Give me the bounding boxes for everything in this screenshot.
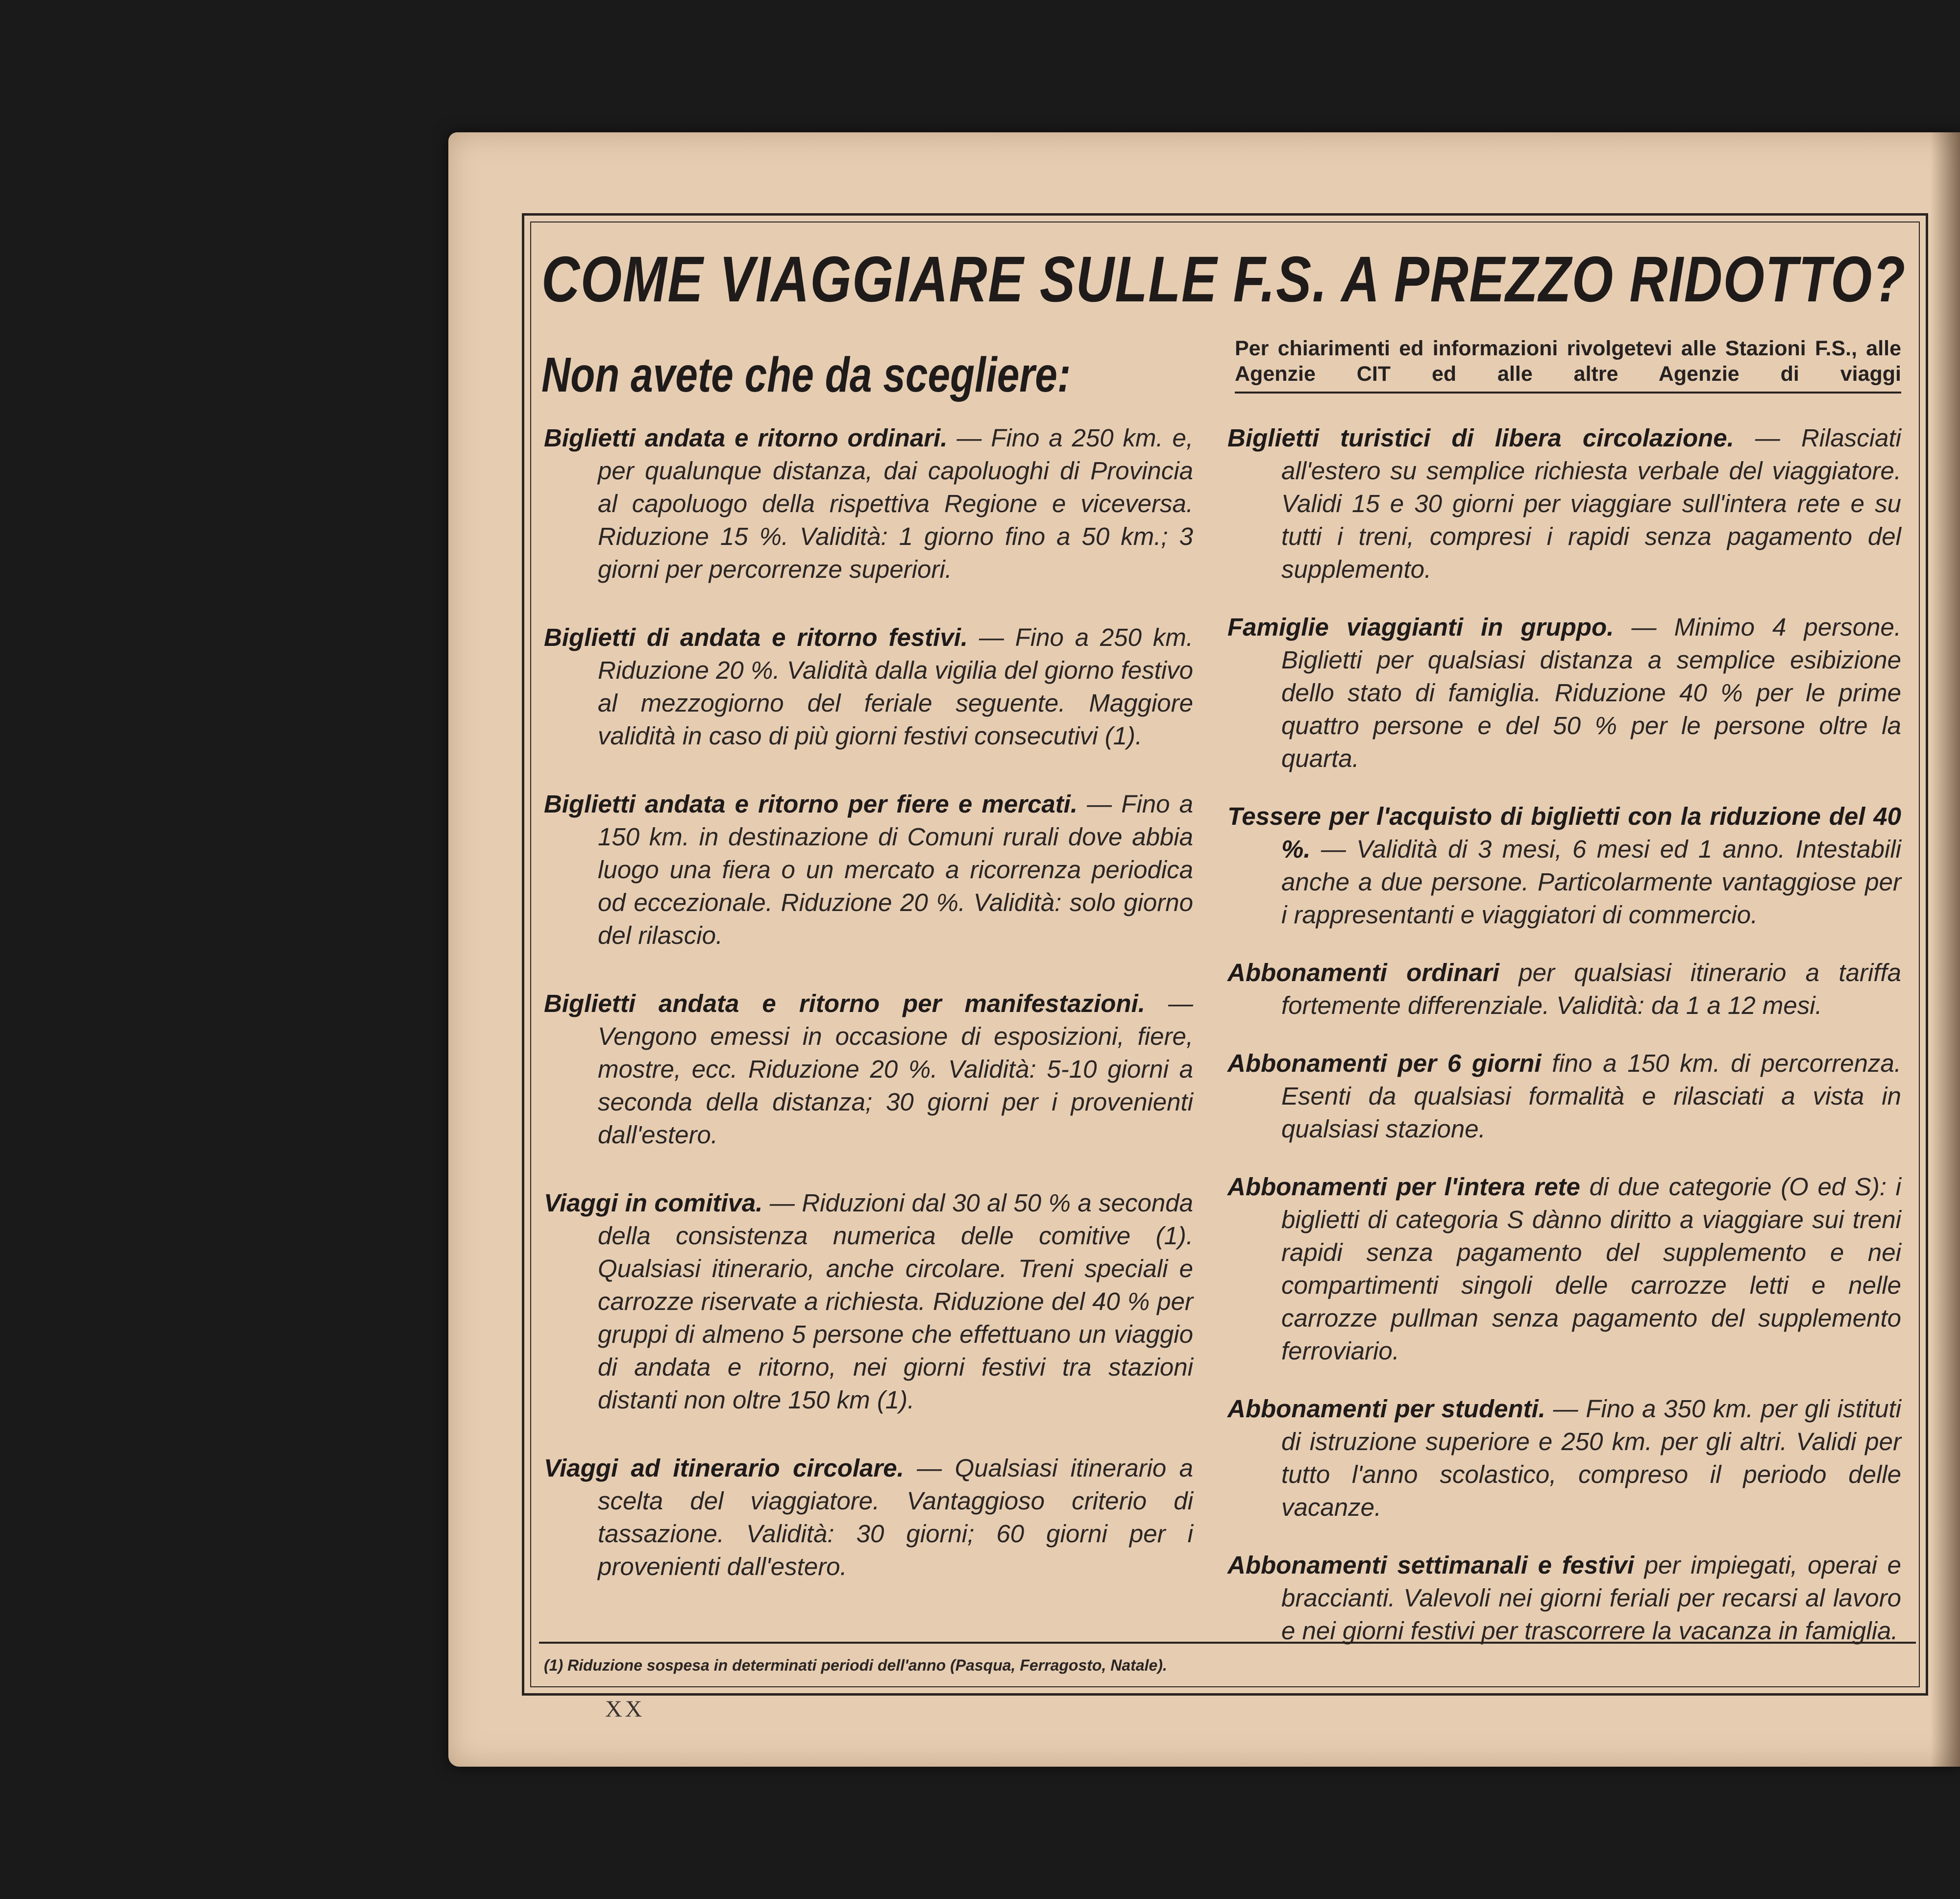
entry-item [544, 421, 1193, 586]
entry-title: Famiglie viaggianti in gruppo. [1227, 613, 1614, 641]
entry-item [1227, 1549, 1901, 1647]
entry-item [1227, 800, 1901, 931]
entry-item [1227, 1392, 1901, 1524]
entry-text: di due categorie (O ed S): i biglietti di categoria S dànno diritto a viaggiare sui treni rapidi senza pagamento del supplemento e nei compartimenti singoli delle carrozze letti e nelle carrozze pullman senza pagamento del supplemento ferroviario. [1281, 1173, 1901, 1365]
info-note: Per chiarimenti ed informazioni rivolgetevi alle Stazioni F.S., alle Agenzie CIT ed alle altre Agenzie di viaggi [1235, 336, 1901, 394]
entry-title: Abbonamenti per 6 giorni [1227, 1049, 1542, 1077]
entry-title: Biglietti di andata e ritorno festivi. [544, 623, 968, 651]
entry-text: — Validità di 3 mesi, 6 mesi ed 1 anno. Intestabili anche a due persone. Particolarmente vantaggiose per i rappresentanti e viaggiatori di commercio. [1281, 835, 1901, 929]
page-number: XX [605, 1696, 645, 1722]
entry-text: — Vengono emessi in occasione di esposizioni, fiere, mostre, ecc. Riduzione 20 %. Validità: 5-10 giorni a seconda della distanza; 30 giorni per i provenienti dall'estero. [598, 989, 1193, 1149]
entry-title: Biglietti andata e ritorno ordinari. [544, 424, 948, 452]
magazine-page [448, 132, 1960, 1767]
entry-item [1227, 956, 1901, 1022]
page-title: COME VIAGGIARE SULLE F.S. A PREZZO RIDOTTO? [541, 243, 1906, 315]
left-column [544, 421, 1193, 1618]
footnote: (1) Riduzione sospesa in determinati periodi dell'anno (Pasqua, Ferragosto, Natale). [544, 1656, 1167, 1674]
entry-item [1227, 1170, 1901, 1367]
entry-text: — Qualsiasi itinerario a scelta del viaggiatore. Vantaggioso criterio di tassazione. Validità: 30 giorni; 60 giorni per i provenienti dall'estero. [598, 1454, 1193, 1580]
entry-title: Abbonamenti ordinari [1227, 959, 1499, 986]
entry-text: fino a 150 km. di percorrenza. Esenti da qualsiasi formalità e rilasciati a vista in qualsiasi stazione. [1281, 1049, 1901, 1143]
entry-text: per qualsiasi itinerario a tariffa fortemente differenziale. Validità: da 1 a 12 mesi. [1281, 959, 1901, 1019]
entry-text: — Fino a 250 km. e, per qualunque distanza, dai capoluoghi di Provincia al capoluogo della rispettiva Regione e viceversa. Riduzione 15 %. Validità: 1 giorno fino a 50 km.; 3 giorni per percorrenze superiori. [598, 424, 1193, 583]
advertisement-frame [522, 213, 1928, 1696]
entry-text: — Fino a 150 km. in destinazione di Comuni rurali dove abbia luogo una fiera o un mercato a ricorrenza periodica od eccezionale. Riduzione 20 %. Validità: solo giorno del rilascio. [598, 790, 1193, 949]
entry-item [544, 1186, 1193, 1416]
footnote-divider [539, 1642, 1916, 1644]
subtitle: Non avete che da scegliere: [541, 347, 1071, 402]
entry-text: per impiegati, operai e braccianti. Valevoli nei giorni feriali per recarsi al lavoro e nei giorni festivi per trascorrere la vacanza in famiglia. [1281, 1551, 1901, 1645]
entry-title: Biglietti turistici di libera circolazione. [1227, 424, 1734, 452]
entry-item [544, 987, 1193, 1151]
entry-title: Biglietti andata e ritorno per manifestazioni. [544, 989, 1145, 1017]
entry-item [544, 621, 1193, 752]
entry-item [544, 1452, 1193, 1583]
entry-item [544, 788, 1193, 952]
entry-item [1227, 1047, 1901, 1145]
entry-item [1227, 421, 1901, 586]
page-edge-shadow [1931, 132, 1960, 1767]
entry-title: Viaggi in comitiva. [544, 1189, 763, 1217]
entry-text: — Riduzioni dal 30 al 50 % a seconda della consistenza numerica delle comitive (1). Qualsiasi itinerario, anche circolare. Treni speciali e carrozze riservate a richiesta. Riduzione del 40 % per gruppi di almeno 5 persone che effettuano un viaggio di andata e ritorno, nei giorni festivi tra stazioni distanti non oltre 150 km (1). [598, 1189, 1193, 1414]
entry-text: — Fino a 250 km. Riduzione 20 %. Validità dalla vigilia del giorno festivo al mezzogiorno del feriale seguente. Maggiore validità in caso di più giorni festivi consecutivi (1). [598, 623, 1194, 750]
entry-text: — Minimo 4 persone. Biglietti per qualsiasi distanza a semplice esibizione dello stato di famiglia. Riduzione 40 % per le prime quattro persone e del 50 % per le persone oltre la quarta. [1281, 613, 1902, 772]
entry-title: Viaggi ad itinerario circolare. [544, 1454, 904, 1482]
entry-title: Tessere per l'acquisto di biglietti con la riduzione del 40 %. [1227, 802, 1901, 863]
entry-item [1227, 611, 1901, 775]
entry-title: Abbonamenti per studenti. [1227, 1395, 1545, 1423]
right-column [1227, 421, 1901, 1660]
entry-title: Biglietti andata e ritorno per fiere e mercati. [544, 790, 1078, 818]
entry-text: — Fino a 350 km. per gli istituti di istruzione superiore e 250 km. per gli altri. Validi per tutto l'anno scolastico, compreso il periodo delle vacanze. [1281, 1395, 1901, 1521]
entry-title: Abbonamenti per l'intera rete [1227, 1173, 1580, 1201]
entry-title: Abbonamenti settimanali e festivi [1227, 1551, 1635, 1579]
entry-text: — Rilasciati all'estero su semplice richiesta verbale del viaggiatore. Validi 15 e 30 giorni per viaggiare sull'intera rete e su tutti i treni, compresi i rapidi senza pagamento del supplemento. [1281, 424, 1902, 583]
